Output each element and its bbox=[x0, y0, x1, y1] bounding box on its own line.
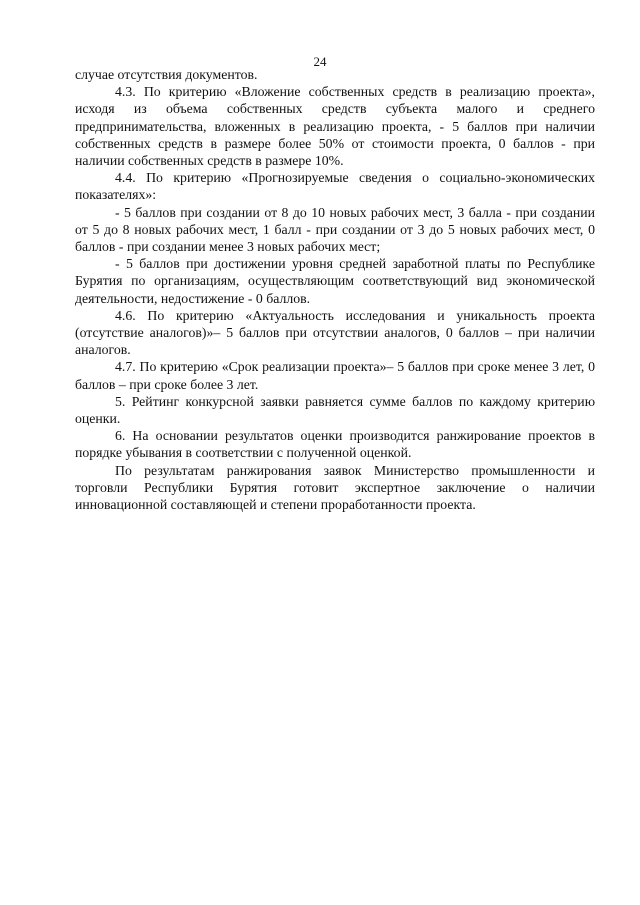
document-body bbox=[75, 66, 595, 513]
paragraph-4-4: 4.4. По критерию «Прогнозируемые сведения о социально-экономических показателях»: bbox=[75, 170, 595, 203]
paragraph-4-3: 4.3. По критерию «Вложение собственных средств в реализацию проекта», исходя из объема собственных средств субъекта малого и среднего предпринимательства, вложенных в реализацию проекта, - 5 баллов при наличии собственных средств в размере более 50% от стоимости проекта, 0 баллов - при наличии собственных средств в размере 10%. bbox=[75, 84, 595, 169]
paragraph-4-6: 4.6. По критерию «Актуальность исследования и уникальность проекта (отсутствие аналогов)»– 5 баллов при отсутствии аналогов, 0 баллов – при наличии аналогов. bbox=[75, 307, 595, 358]
paragraph-6: 6. На основании результатов оценки производится ранжирование проектов в порядке убывания в соответствии с полученной оценкой. bbox=[75, 428, 595, 461]
list-item-salary-level: - 5 баллов при достижении уровня средней заработной платы по Республике Бурятия по организациям, осуществляющим соответствующий вид экономической деятельности, недостижение - 0 баллов. bbox=[75, 256, 595, 306]
paragraph-continuation: случае отсутствия документов. bbox=[75, 67, 258, 82]
page-number: 24 bbox=[313, 54, 327, 69]
paragraph-4-7: 4.7. По критерию «Срок реализации проекта»– 5 баллов при сроке менее 3 лет, 0 баллов – при сроке более 3 лет. bbox=[75, 359, 595, 392]
list-item-new-jobs: - 5 баллов при создании от 8 до 10 новых рабочих мест, 3 балла - при создании от 5 до 8 новых рабочих мест, 1 балл - при создании от 3 до 5 новых рабочих мест, 0 баллов - при создании менее 3 новых рабочих мест; bbox=[75, 204, 595, 255]
paragraph-ranking-results: По результатам ранжирования заявок Министерство промышленности и торговли Республики Бурятия готовит экспертное заключение о наличии инновационной составляющей и степени проработанности проекта. bbox=[75, 462, 595, 513]
paragraph-5: 5. Рейтинг конкурсной заявки равняется сумме баллов по каждому критерию оценки. bbox=[75, 393, 595, 427]
